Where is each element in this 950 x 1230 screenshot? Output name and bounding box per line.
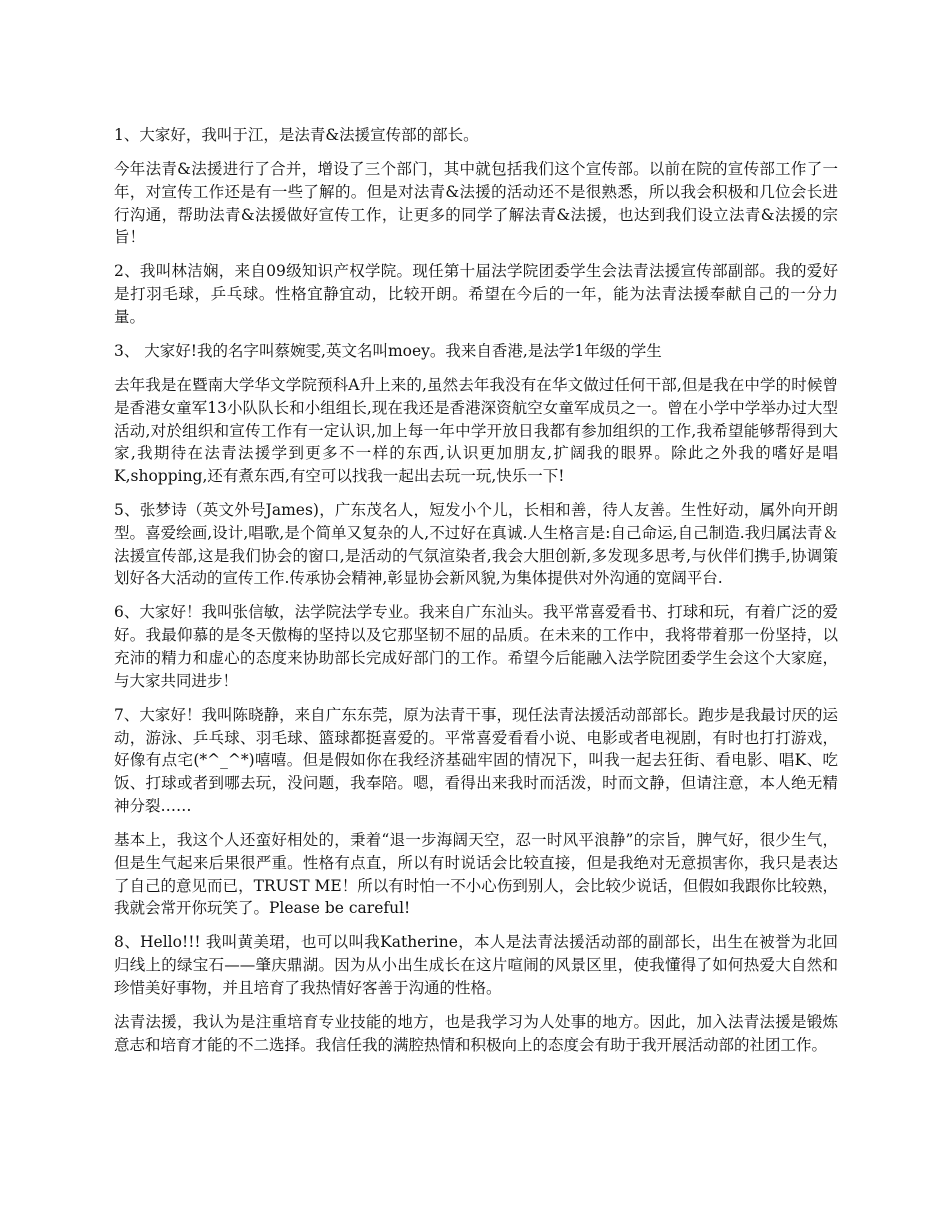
document-body	[114, 124, 838, 1068]
paragraph: 去年我是在暨南大学华文学院预科A升上来的,虽然去年我没有在华文做过任何干部,但是我在中学的时候曾是香港女童军13小队队长和小组组长,现在我还是香港深资航空女童军成员之一。曾在小学中学举办过大型活动,对於组织和宣传工作有一定认识,加上每一年中学开放日我都有参加组织的工作,我希望能够帮得到大家,我期待在法青法援学到更多不一样的东西,认识更加朋友,扩阔我的眼界。除此之外我的嗜好是唱K,shopping,还有煮东西,有空可以找我一起出去玩一玩,快乐一下!	[114, 375, 838, 486]
paragraph: 2、我叫林洁娴，来自09级知识产权学院。现任第十届法学院团委学生会法青法援宣传部副部。我的爱好是打羽毛球，乒乓球。性格宜静宜动，比较开朗。希望在今后的一年，能为法青法援奉献自己的一分力量。	[114, 262, 838, 326]
paragraph: 1、大家好，我叫于江，是法青&法援宣传部的部长。	[114, 126, 479, 144]
paragraph: 基本上，我这个人还蛮好相处的，秉着“退一步海阔天空，忍一时风平浪静”的宗旨，脾气好，很少生气，但是生气起来后果很严重。性格有点直，所以有时说话会比较直接，但是我绝对无意损害你，我只是表达了自己的意见而已，TRUST ME！所以有时怕一不小心伤到别人，会比较少说话，但假如我跟你比较熟，我就会常开你玩笑了。Please be careful!	[114, 831, 838, 918]
paragraph: 3、 大家好!我的名字叫蔡婉雯,英文名叫moey。我来自香港,是法学1年级的学生	[114, 341, 662, 360]
paragraph: 6、大家好！我叫张信敏，法学院法学专业。我来自广东汕头。我平常喜爱看书、打球和玩，有着广泛的爱好。我最仰慕的是冬天傲梅的坚持以及它那坚韧不屈的品质。在未来的工作中，我将带着那一份坚持，以充沛的精力和虚心的态度来协助部长完成好部门的工作。希望今后能融入法学院团委学生会这个大家庭，与大家共同进步！	[114, 603, 838, 690]
paragraph: 5、张梦诗（英文外号James)，广东茂名人，短发小个儿，长相和善，待人友善。生性好动，属外向开朗型。喜爱绘画,设计,唱歌,是个简单又复杂的人,不过好在真诚.人生格言是:自己命运,自己制造.我归属法青＆法援宣传部,这是我们协会的窗口,是活动的气氛渲染者,我会大胆创新,多发现多思考,与伙伴们携手,协调策划好各大活动的宣传工作.传承协会精神,彰显协会新风貌,为集体提供对外沟通的宽阔平台.	[114, 501, 838, 588]
paragraph: 法青法援，我认为是注重培育专业技能的地方，也是我学习为人处事的地方。因此，加入法青法援是锻炼意志和培育才能的不二选择。我信任我的满腔热情和积极向上的态度会有助于我开展活动部的社团工作。	[114, 1012, 838, 1054]
paragraph: 8、Hello!!! 我叫黄美珺，也可以叫我Katherine，本人是法青法援活动部的副部长，出生在被誉为北回归线上的绿宝石——肇庆鼎湖。因为从小出生成长在这片喧闹的风景区里，使我懂得了如何热爱大自然和珍惜美好事物，并且培育了我热情好客善于沟通的性格。	[114, 933, 838, 997]
paragraph: 今年法青&法援进行了合并，增设了三个部门，其中就包括我们这个宣传部。以前在院的宣传部工作了一年，对宣传工作还是有一些了解的。但是对法青&法援的活动还不是很熟悉，所以我会积极和几位会长进行沟通，帮助法青&法援做好宣传工作，让更多的同学了解法青&法援，也达到我们设立法青&法援的宗旨！	[114, 159, 838, 247]
paragraph: 7、大家好！我叫陈晓静，来自广东东莞，原为法青干事，现任法青法援活动部部长。跑步是我最讨厌的运动，游泳、乒乓球、羽毛球、篮球都挺喜爱的。平常喜爱看看小说、电影或者电视剧，有时也打打游戏，好像有点宅(*^_^*)嘻嘻。但是假如你在我经济基础牢固的情况下，叫我一起去狂街、看电影、唱K、吃饭、打球或者到哪去玩，没问题，我奉陪。嗯，看得出来我时而活泼，时而文静，但请注意，本人绝无精神分裂……	[114, 705, 838, 816]
